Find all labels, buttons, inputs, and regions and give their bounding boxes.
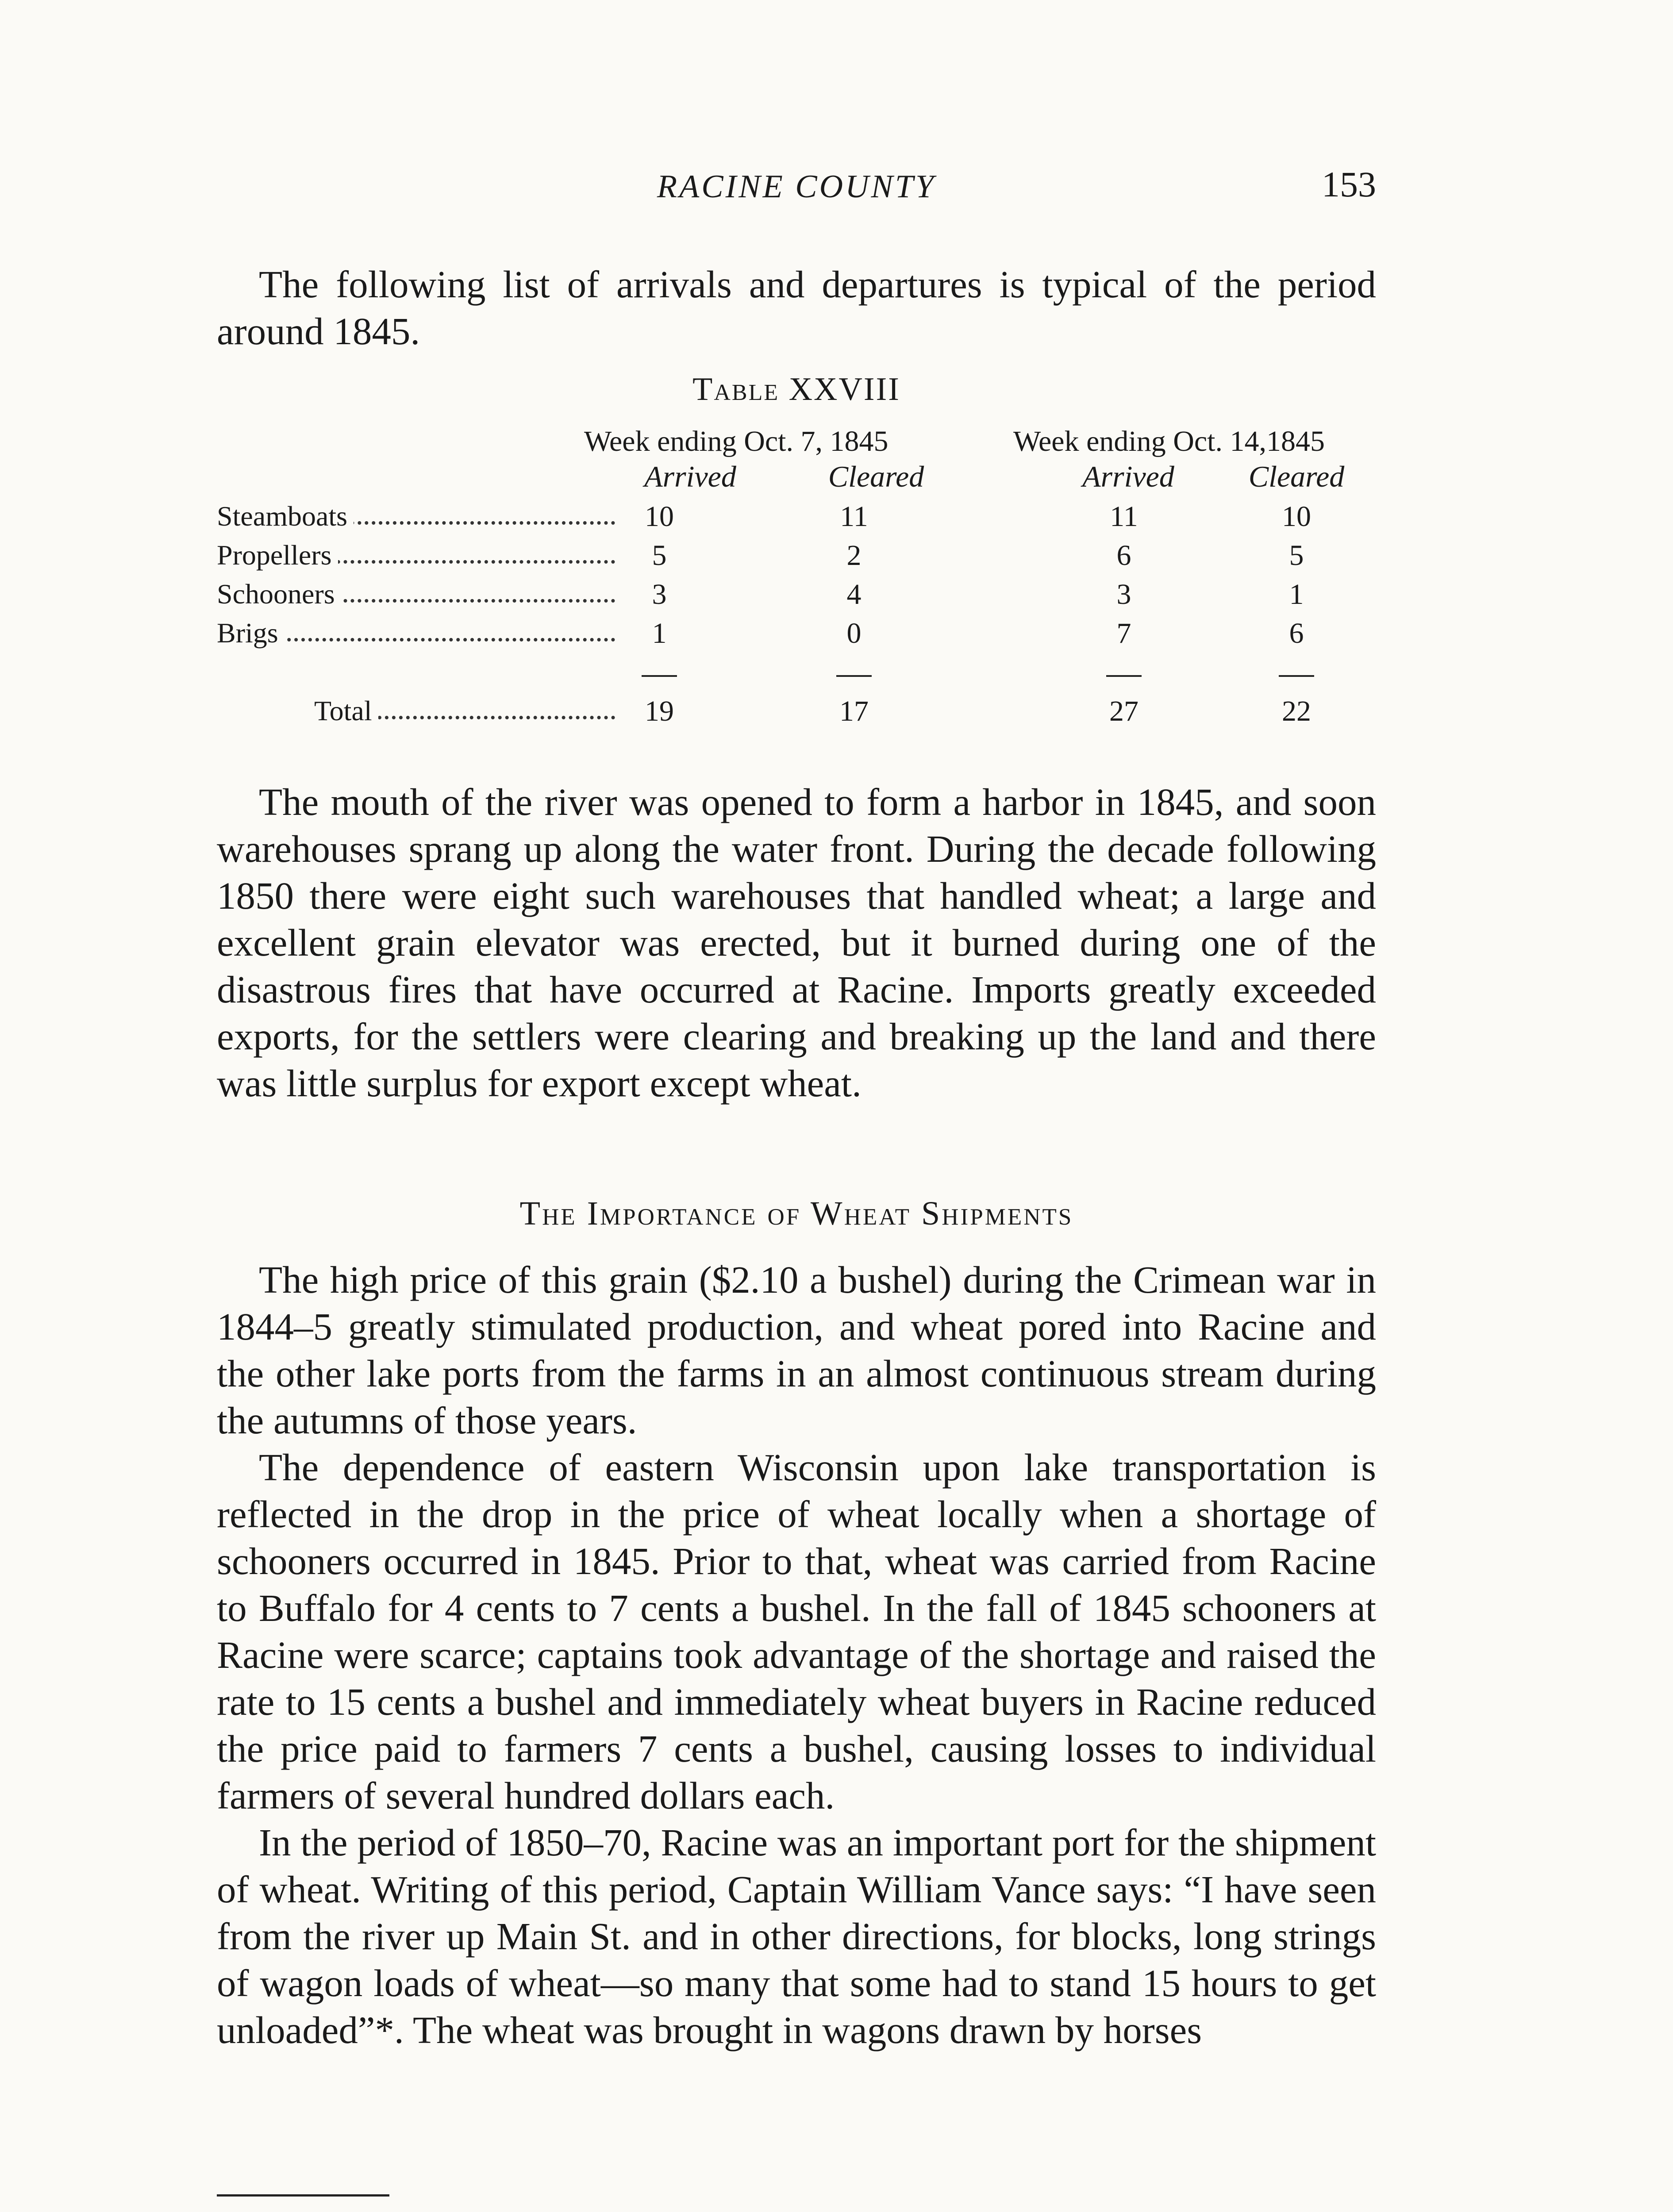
cell-w1-cleared: 11: [840, 500, 868, 533]
table-row: [217, 617, 1376, 656]
total-w1-arrived: 19: [645, 695, 674, 727]
w2-cleared-heading: Cleared: [1248, 460, 1345, 493]
table-row: [217, 578, 1376, 617]
table-row: [217, 539, 1376, 578]
row-label: Schooners: [217, 578, 624, 611]
row-label: Steamboats: [217, 500, 624, 533]
row-label: Brigs: [217, 617, 624, 649]
week1-heading: Week ending Oct. 7, 1845: [584, 425, 888, 457]
sum-rule: [836, 675, 872, 677]
cell-w2-cleared: 10: [1282, 500, 1311, 533]
row-label: Propellers: [217, 539, 624, 572]
cell-w2-cleared: 6: [1289, 617, 1304, 649]
total-row: [217, 695, 1376, 733]
cell-w2-arrived: 11: [1110, 500, 1138, 533]
w1-cleared-heading: Cleared: [828, 460, 924, 493]
cell-w1-arrived: 5: [652, 539, 667, 572]
table-caption: Table XXVIII: [692, 371, 900, 407]
total-w2-arrived: 27: [1109, 695, 1138, 727]
cell-w2-arrived: 7: [1116, 617, 1131, 649]
sum-rule: [642, 675, 677, 677]
table-row: [217, 500, 1376, 539]
w1-arrived-heading: Arrived: [644, 460, 736, 493]
cell-w1-cleared: 0: [846, 617, 861, 649]
cell-w2-cleared: 1: [1289, 578, 1304, 611]
section-heading: The Importance of Wheat Shipments: [519, 1195, 1073, 1232]
sum-rule: [1106, 675, 1142, 677]
week2-heading: Week ending Oct. 14,1845: [1013, 425, 1325, 457]
body-text: [217, 1256, 1376, 2054]
cell-w1-arrived: 3: [652, 578, 667, 611]
total-w1-cleared: 17: [839, 695, 869, 727]
paragraph: The dependence of eastern Wisconsin upon lake transportation is reflected in the drop in the price of wheat locally when a shortage of schooners occurred in 1845. Prior to that, wheat was carried from Racine to Buffalo for 4 cents to 7 cents a bushel. In the fall of 1845 schooners at Racine were scarce; captains took advantage of the shortage and raised the rate to 15 cents a bushel and immediately wheat buyers in Racine reduced the price paid to farmers 7 cents a bushel, causing losses to individual farmers of several hundred dollars each.: [217, 1446, 1376, 1817]
total-w2-cleared: 22: [1282, 695, 1311, 727]
cell-w2-arrived: 6: [1116, 539, 1131, 572]
intro-paragraph-block: [217, 261, 1376, 355]
w2-arrived-heading: Arrived: [1082, 460, 1174, 493]
intro-paragraph: The following list of arrivals and departures is typical of the period around 1845.: [217, 263, 1376, 353]
cell-w1-cleared: 2: [846, 539, 861, 572]
sum-rule: [1279, 675, 1314, 677]
cell-w1-arrived: 10: [645, 500, 674, 533]
running-head: [217, 164, 1376, 217]
arrivals-table: [217, 425, 1376, 752]
total-label: Total: [314, 695, 624, 727]
paragraph: In the period of 1850–70, Racine was an important port for the shipment of wheat. Writing of this period, Captain William Vance says: “I have seen from the river up Main St. and in other directions, for blocks, long strings of wagon loads of wheat—so many that some had to stand 15 hours to get unloaded”*. The wheat was brought in wagons drawn by horses: [217, 1821, 1376, 2051]
page-number: 153: [1322, 164, 1376, 204]
paragraph: The high price of this grain ($2.10 a bushel) during the Crimean war in 1844–5 greatly stimulated production, and wheat pored into Racine and the other lake ports from the farms in an almost continuous stream during the autumns of those years.: [217, 1258, 1376, 1442]
cell-w1-cleared: 4: [846, 578, 861, 611]
footnote-rule: [217, 2194, 389, 2197]
cell-w2-arrived: 3: [1116, 578, 1131, 611]
cell-w2-cleared: 5: [1289, 539, 1304, 572]
paragraph: The mouth of the river was opened to form a harbor in 1845, and soon warehouses sprang up along the water front. During the decade following 1850 there were eight such warehouses that handled wheat; a large and excellent grain elevator was erected, but it burned during one of the disastrous fires that have occurred at Racine. Imports greatly exceeded exports, for the settlers were clearing and breaking up the land and there was little surplus for export except wheat.: [217, 780, 1376, 1105]
cell-w1-arrived: 1: [652, 617, 667, 649]
main-text: [217, 779, 1376, 1107]
running-title: RACINE COUNTY: [657, 169, 936, 205]
